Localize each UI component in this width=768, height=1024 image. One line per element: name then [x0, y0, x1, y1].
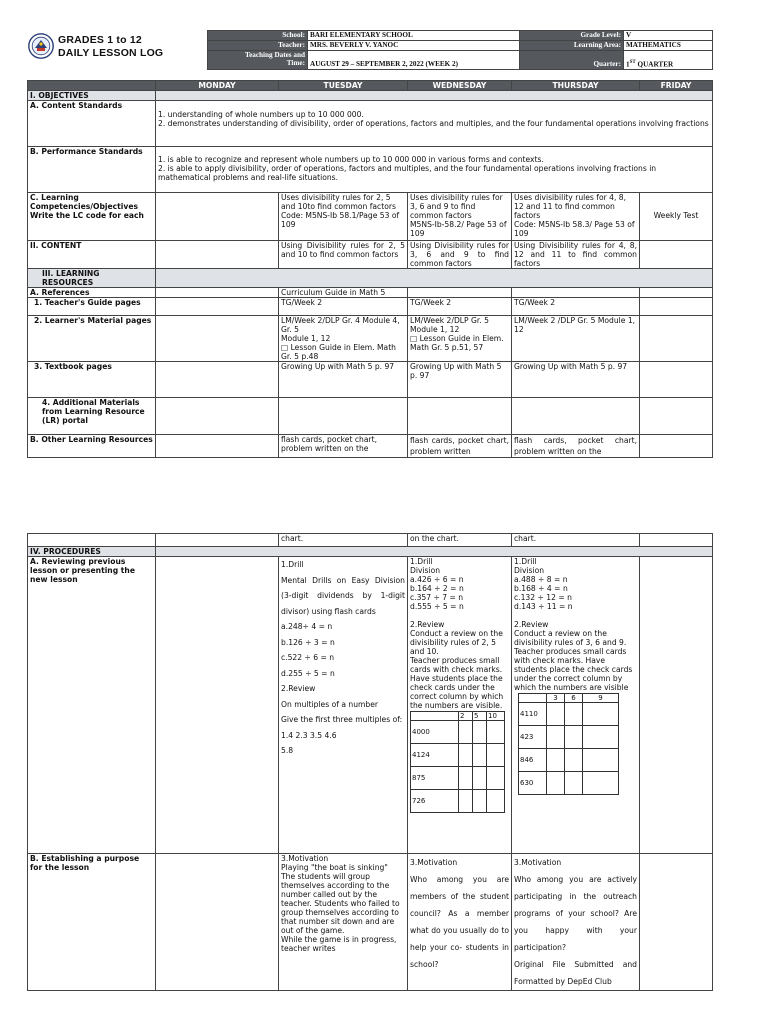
header-info-table	[207, 30, 713, 70]
check-table-row: 846	[519, 749, 619, 772]
additional-materials-label: 4. Additional Materials from Learning Resource (LR) portal	[28, 398, 156, 435]
deped-seal-icon	[28, 33, 54, 59]
review-wednesday: 1.Drill Division a.426 ÷ 6 = n b.164 ÷ 2 = n c.357 ÷ 7 = n d.555 ÷ 5 = n 2.Review Conduct a review on the divisibility rules of 2, 5 and 10. Teacher produces small cards with check marks. Have students place the check cards under the correct column by which the numbers are visible. 2 5 10 4000 4124 875 726	[408, 557, 512, 854]
references-row	[28, 288, 713, 298]
resources-row	[28, 269, 713, 288]
other-resources-wednesday: flash cards, pocket chart, problem written	[408, 435, 512, 458]
competencies-row	[28, 193, 713, 241]
day-monday: MONDAY	[156, 81, 279, 91]
learners-material-thursday: LM/Week 2 /DLP Gr. 5 Module 1, 12	[512, 316, 640, 362]
content-standards-label: A. Content Standards	[28, 101, 156, 147]
content-wednesday: Using Divisibility rules for 3, 6 and 9 to find common factors	[408, 241, 512, 269]
form-title: GRADES 1 to 12	[58, 34, 142, 46]
references-tuesday: Curriculum Guide in Math 5	[279, 288, 408, 298]
grade-value: V	[624, 31, 713, 41]
divisibility-check-table-3-6-9	[518, 693, 619, 795]
check-table-row: 4110	[519, 703, 619, 726]
content-standards-row	[28, 101, 713, 147]
check-table-row: 875	[411, 767, 505, 790]
objectives-row	[28, 91, 713, 101]
additional-materials-row	[28, 398, 713, 435]
competencies-friday: Weekly Test	[640, 193, 713, 241]
check-table-row: 4124	[411, 744, 505, 767]
performance-standards-label: B. Performance Standards	[28, 147, 156, 193]
textbook-label: 3. Textbook pages	[28, 362, 156, 398]
learners-material-row	[28, 316, 713, 362]
learners-material-label: 2. Learner's Material pages	[28, 316, 156, 362]
teachers-guide-label: 1. Teacher's Guide pages	[28, 298, 156, 316]
quarter-label: Quarter:	[520, 51, 624, 70]
learners-material-tuesday: LM/Week 2/DLP Gr. 4 Module 4, Gr. 5 Module 1, 12 □ Lesson Guide in Elem. Math Gr. 5 p.48	[279, 316, 408, 362]
school-label: School:	[208, 31, 308, 41]
purpose-wednesday: 3.Motivation Who among you are members of the student council? As a member what do you usually do to help your co- students in school?	[408, 854, 512, 991]
check-table-row: 630	[519, 772, 619, 795]
grade-label: Grade Level:	[520, 31, 624, 41]
day-wednesday: WEDNESDAY	[408, 81, 512, 91]
purpose-tuesday: 3.Motivation Playing "the boat is sinking" The students will group themselves according to the number called out by the teacher. Students who failed to group themselves according to that number sit down and are out of the game. While the game is in progress, teacher writes	[279, 854, 408, 991]
other-resources-thursday: flash cards, pocket chart, problem written on the	[512, 435, 640, 458]
check-table-row: 4000	[411, 721, 505, 744]
dates-value: AUGUST 29 – SEPTEMBER 2, 2022 (WEEK 2)	[308, 51, 520, 70]
teacher-value: MRS. BEVERLY V. YANOC	[308, 41, 520, 51]
content-row	[28, 241, 713, 269]
check-table-row: 423	[519, 726, 619, 749]
teachers-guide-thursday: TG/Week 2	[512, 298, 640, 316]
textbook-tuesday: Growing Up with Math 5 p. 97	[279, 362, 408, 398]
dates-label: Teaching Dates and Time:	[208, 51, 308, 70]
area-label: Learning Area:	[520, 41, 624, 51]
area-value: MATHEMATICS	[624, 41, 713, 51]
day-tuesday: TUESDAY	[279, 81, 408, 91]
corner-cell	[28, 81, 156, 91]
continued-thursday: chart.	[512, 534, 640, 547]
content-standards-value: 1. understanding of whole numbers up to 10 000 000. 2. demonstrates understanding of divisibility, order of operations, factors and multiples, and the four fundamental operations involving fractions	[156, 101, 713, 147]
divisibility-check-table-2-5-10	[410, 711, 505, 813]
learners-material-wednesday: LM/Week 2/DLP Gr. 5 Module 1, 12 □ Lesson Guide in Elem. Math Gr. 5 p.51, 57	[408, 316, 512, 362]
continued-wednesday: on the chart.	[408, 534, 512, 547]
content-tuesday: Using Divisibility rules for 2, 5 and 10 to find common factors	[279, 241, 408, 269]
lesson-log-table	[27, 80, 713, 458]
performance-standards-value: 1. is able to recognize and represent whole numbers up to 10 000 000 in various forms and contexts. 2. is able to apply divisibility, order of operations, factors and multiples, and the four fundamental operations involving fractions in mathematical problems and real-life situations.	[156, 147, 713, 193]
other-resources-tuesday: flash cards, pocket chart, problem written on the	[279, 435, 408, 458]
reviewing-label: A. Reviewing previous lesson or presenting the new lesson	[28, 557, 156, 854]
reviewing-row	[28, 557, 713, 854]
review-tuesday: 1.Drill Mental Drills on Easy Division (3-digit dividends by 1-digit divisor) using flash cards a.248÷ 4 = n b.126 ÷ 3 = n c.522 ÷ 6 = n d.255 ÷ 5 = n 2.Review On multiples of a number Give the first three multiples of: 1.4 2.3 3.5 4.6 5.8	[279, 557, 408, 854]
content-label: II. CONTENT	[28, 241, 156, 269]
other-resources-row	[28, 435, 713, 458]
check-table-header: 2 5 10	[411, 712, 505, 721]
day-header-row	[28, 81, 713, 91]
objectives-label: I. OBJECTIVES	[28, 91, 156, 101]
check-table-header: 3 6 9	[519, 694, 619, 703]
check-table-row: 726	[411, 790, 505, 813]
purpose-row	[28, 854, 713, 991]
competencies-thursday: Uses divisibility rules for 4, 8, 12 and 11 to find common factors Code: M5NS-Ib 58.3/ Page 53 of 109	[512, 193, 640, 241]
form-subtitle: DAILY LESSON LOG	[58, 47, 164, 59]
continued-tuesday: chart.	[279, 534, 408, 547]
competencies-wednesday: Uses divisibility rules for 3, 6 and 9 to find common factors M5NS-Ib-58.2/ Page 53 of 109	[408, 193, 512, 241]
lesson-log-table-continued	[27, 533, 713, 991]
review-thursday: 1.Drill Division a.488 ÷ 8 = n b.168 ÷ 4 = n c.132 ÷ 12 = n d.143 ÷ 11 = n 2.Review Conduct a review on the divisibility rules of 3, 6 and 9. Teacher produces small cards with check marks. Have students place the check cards under the correct column by which the numbers are visible 3 6 9 4110 423 846 630	[512, 557, 640, 854]
school-value: BARI ELEMENTARY SCHOOL	[308, 31, 520, 41]
content-thursday: Using Divisibility rules for 4, 8, 12 and 11 to find common factors	[512, 241, 640, 269]
teachers-guide-tuesday: TG/Week 2	[279, 298, 408, 316]
teachers-guide-row	[28, 298, 713, 316]
teacher-label: Teacher:	[208, 41, 308, 51]
references-label: A. References	[28, 288, 156, 298]
resources-label: III. LEARNING RESOURCES	[28, 269, 156, 288]
purpose-thursday: 3.Motivation Who among you are actively participating in the outreach programs of your school? Are you happy with your participation? Original File Submitted and Formatted by DepEd Club	[512, 854, 640, 991]
day-thursday: THURSDAY	[512, 81, 640, 91]
day-friday: FRIDAY	[640, 81, 713, 91]
textbook-thursday: Growing Up with Math 5 p. 97	[512, 362, 640, 398]
procedures-label: IV. PROCEDURES	[28, 547, 156, 557]
textbook-row	[28, 362, 713, 398]
purpose-label: B. Establishing a purpose for the lesson	[28, 854, 156, 991]
procedures-row	[28, 547, 713, 557]
teachers-guide-wednesday: TG/Week 2	[408, 298, 512, 316]
other-resources-label: B. Other Learning Resources	[28, 435, 156, 458]
continued-row	[28, 534, 713, 547]
competencies-tuesday: Uses divisibility rules for 2, 5 and 10to find common factors Code: M5NS-Ib 58.1/Page 53 of 109	[279, 193, 408, 241]
competencies-label: C. Learning Competencies/Objectives Write the LC code for each	[28, 193, 156, 241]
quarter-value: 1ST QUARTER	[624, 51, 713, 70]
performance-standards-row	[28, 147, 713, 193]
textbook-wednesday: Growing Up with Math 5 p. 97	[408, 362, 512, 398]
